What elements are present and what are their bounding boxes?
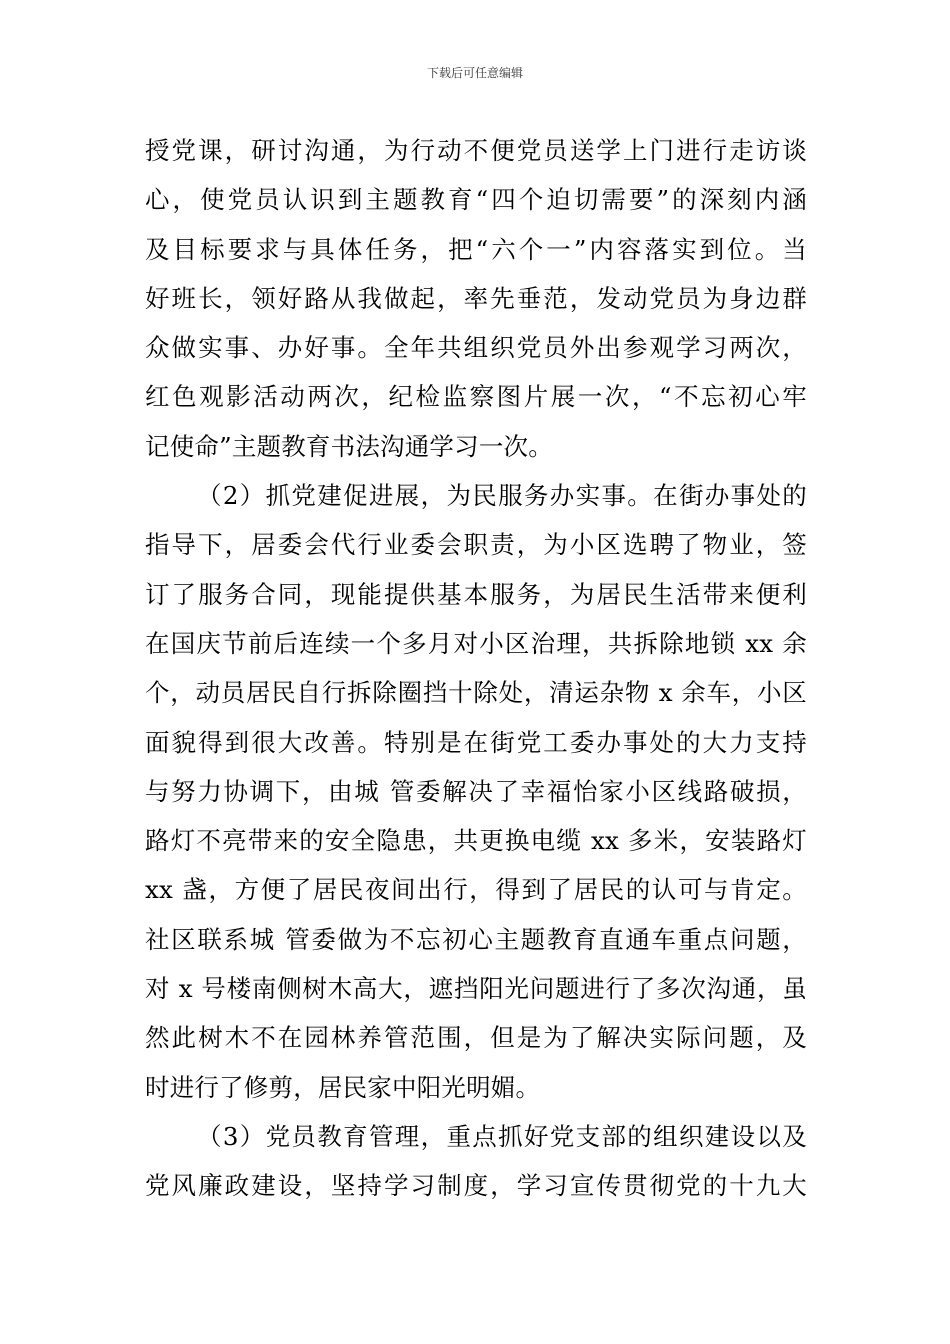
document-body [145, 126, 807, 1211]
text-line: 心，使党员认识到主题教育“四个迫切需要”的深刻内涵 [145, 185, 807, 215]
text-line: 时进行了修剪，居民家中阳光明媚。 [145, 1072, 541, 1102]
text-line: xx 盏，方便了居民夜间出行，得到了居民的认可与肯定。 [145, 875, 807, 905]
text-line: 记使命”主题教育书法沟通学习一次。 [145, 431, 553, 461]
text-line: 及目标要求与具体任务，把“六个一”内容落实到位。当 [145, 234, 807, 264]
text-line: 指导下，居委会代行业委会职责，为小区选聘了物业，签 [145, 530, 807, 560]
text-line: 好班长，领好路从我做起，率先垂范，发动党员为身边群 [145, 283, 807, 313]
page-header-note: 下载后可任意编辑 [426, 66, 523, 80]
text-line: 路灯不亮带来的安全隐患，共更换电缆 xx 多米，安装路灯 [145, 826, 807, 856]
text-line: 党风廉政建设，坚持学习制度，学习宣传贯彻党的十九大 [145, 1171, 807, 1201]
text-line: 在国庆节前后连续一个多月对小区治理，共拆除地锁 xx 余 [145, 628, 807, 658]
text-line: （3）党员教育管理，重点抓好党支部的组织建设以及 [197, 1121, 807, 1151]
text-line: 然此树木不在园林养管范围，但是为了解决实际问题，及 [145, 1023, 807, 1053]
text-line: 社区联系城 管委做为不忘初心主题教育直通车重点问题， [145, 924, 807, 954]
text-line: 订了服务合同，现能提供基本服务，为居民生活带来便利 [145, 579, 807, 609]
text-line: 与努力协调下，由城 管委解决了幸福怡家小区线路破损， [145, 776, 807, 806]
text-line: 红色观影活动两次，纪检监察图片展一次，“不忘初心牢 [145, 382, 807, 412]
text-line: 众做实事、办好事。全年共组织党员外出参观学习两次， [145, 333, 807, 363]
text-line: 授党课，研讨沟通，为行动不便党员送学上门进行走访谈 [145, 136, 807, 165]
text-line: （2）抓党建促进展，为民服务办实事。在街办事处的 [197, 481, 807, 511]
text-line: 个，动员居民自行拆除圈挡十除处，清运杂物 x 余车，小区 [145, 678, 807, 708]
text-line: 面貌得到很大改善。特别是在街党工委办事处的大力支持 [145, 727, 807, 757]
text-line: 对 x 号楼南侧树木高大，遮挡阳光问题进行了多次沟通，虽 [145, 974, 807, 1004]
